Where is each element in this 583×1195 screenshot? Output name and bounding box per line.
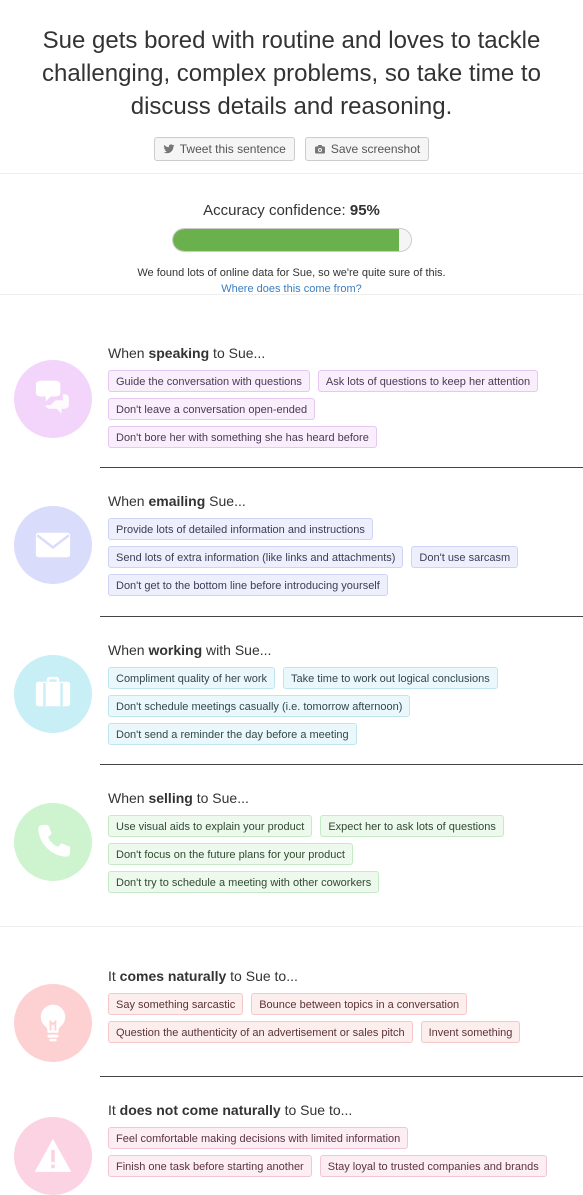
- advice-tag: Don't schedule meetings casually (i.e. tomorrow afternoon): [108, 695, 410, 717]
- section-separator: [100, 1076, 583, 1077]
- save-screenshot-button[interactable]: [305, 137, 429, 161]
- section-working: [0, 617, 583, 764]
- section-separator: [100, 616, 583, 617]
- section-icon-circle: [14, 506, 92, 584]
- advice-tag: Question the authenticity of an advertisement or sales pitch: [108, 1021, 413, 1043]
- advice-tag: Don't bore her with something she has heard before: [108, 426, 377, 448]
- section-title: [108, 642, 583, 658]
- advice-tag: Don't get to the bottom line before introducing yourself: [108, 574, 388, 596]
- section-icon-circle: [14, 1117, 92, 1195]
- speech-bubbles-icon: [31, 377, 75, 421]
- accuracy-label-row: [0, 202, 583, 219]
- camera-icon: [314, 143, 326, 155]
- section-separator: [100, 764, 583, 765]
- advice-tag: Finish one task before starting another: [108, 1155, 312, 1177]
- advice-tag: Expect her to ask lots of questions: [320, 815, 504, 837]
- section-speaking: [0, 320, 583, 467]
- share-row: [10, 137, 573, 161]
- section-selling: [0, 765, 583, 925]
- section-title-prefix: It: [108, 968, 120, 984]
- tag-list: [108, 993, 568, 1043]
- section-title: [108, 493, 583, 509]
- tag-list: [108, 518, 568, 596]
- accuracy-bar-fill: [173, 229, 399, 251]
- tag-list: [108, 1127, 568, 1177]
- accuracy-bar: [172, 228, 412, 252]
- section-title-keyword: comes naturally: [119, 968, 227, 984]
- section-icon-circle: [14, 360, 92, 438]
- section-title: [108, 1102, 583, 1118]
- section-title-prefix: When: [108, 642, 149, 658]
- advice-tag: Send lots of extra information (like links and attachments): [108, 546, 403, 568]
- section-emailing: [0, 468, 583, 616]
- section-title-prefix: It: [108, 1102, 120, 1118]
- section-title-suffix: to Sue...: [192, 790, 249, 806]
- section-title-suffix: with Sue...: [202, 642, 272, 658]
- tag-list: [108, 370, 568, 448]
- phone-icon: [31, 820, 75, 864]
- accuracy-value: 95%: [349, 202, 380, 219]
- advice-tag: Bounce between topics in a conversation: [251, 993, 467, 1015]
- accuracy-note: We found lots of online data for Sue, so we're quite sure of this.: [137, 267, 446, 279]
- advice-tag: Feel comfortable making decisions with limited information: [108, 1127, 408, 1149]
- section-does-not-come-naturally: [0, 1077, 583, 1195]
- advice-tag: Stay loyal to trusted companies and brands: [320, 1155, 547, 1177]
- advice-tag: Don't focus on the future plans for your product: [108, 843, 353, 865]
- section-title-keyword: working: [148, 642, 203, 658]
- section-title-prefix: When: [108, 493, 149, 509]
- advice-tag: Don't send a reminder the day before a meeting: [108, 723, 357, 745]
- advice-tag: Invent something: [421, 1021, 521, 1043]
- tweet-button[interactable]: [154, 137, 295, 161]
- briefcase-icon: [31, 672, 75, 716]
- advice-tag: Provide lots of detailed information and instructions: [108, 518, 373, 540]
- advice-tag: Don't try to schedule a meeting with other coworkers: [108, 871, 379, 893]
- section-title-suffix: to Sue to...: [226, 968, 298, 984]
- section-comes-naturally: [0, 926, 583, 1076]
- section-separator: [100, 467, 583, 468]
- section-title-suffix: to Sue...: [209, 345, 266, 361]
- header: [0, 0, 583, 161]
- section-icon-circle: [14, 655, 92, 733]
- section-title-keyword: speaking: [148, 345, 210, 361]
- section-icon-circle: [14, 984, 92, 1062]
- advice-tag: Say something sarcastic: [108, 993, 243, 1015]
- advice-tag: Guide the conversation with questions: [108, 370, 310, 392]
- data-source-link[interactable]: Where does this come from?: [221, 283, 362, 295]
- advice-tag: Take time to work out logical conclusions: [283, 667, 498, 689]
- advice-tag: Use visual aids to explain your product: [108, 815, 312, 837]
- screenshot-label: Save screenshot: [330, 142, 421, 156]
- tweet-label: Tweet this sentence: [179, 142, 286, 156]
- advice-tag: Don't leave a conversation open-ended: [108, 398, 315, 420]
- section-title: [108, 345, 583, 361]
- divider: [0, 926, 583, 927]
- advice-tag: Ask lots of questions to keep her attention: [318, 370, 538, 392]
- section-title-keyword: emailing: [148, 493, 206, 509]
- accuracy-panel: [0, 174, 583, 294]
- headline: Sue gets bored with routine and loves to tackle challenging, complex problems, so take time to discuss details and reasoning.: [42, 27, 541, 120]
- section-title-prefix: When: [108, 790, 149, 806]
- tag-list: [108, 667, 568, 745]
- warning-icon: [31, 1134, 75, 1178]
- section-title-keyword: does not come naturally: [119, 1102, 281, 1118]
- envelope-icon: [31, 523, 75, 567]
- advice-tag: Compliment quality of her work: [108, 667, 275, 689]
- section-title-keyword: selling: [148, 790, 193, 806]
- section-title-suffix: Sue...: [205, 493, 246, 509]
- tag-list: [108, 815, 568, 893]
- accuracy-label: Accuracy confidence:: [203, 202, 346, 219]
- section-title-suffix: to Sue to...: [280, 1102, 353, 1118]
- lightbulb-icon: [31, 1001, 75, 1045]
- advice-tag: Don't use sarcasm: [411, 546, 518, 568]
- section-title: [108, 968, 583, 984]
- section-title: [108, 790, 583, 806]
- twitter-icon: [163, 143, 175, 155]
- section-title-prefix: When: [108, 345, 149, 361]
- section-icon-circle: [14, 803, 92, 881]
